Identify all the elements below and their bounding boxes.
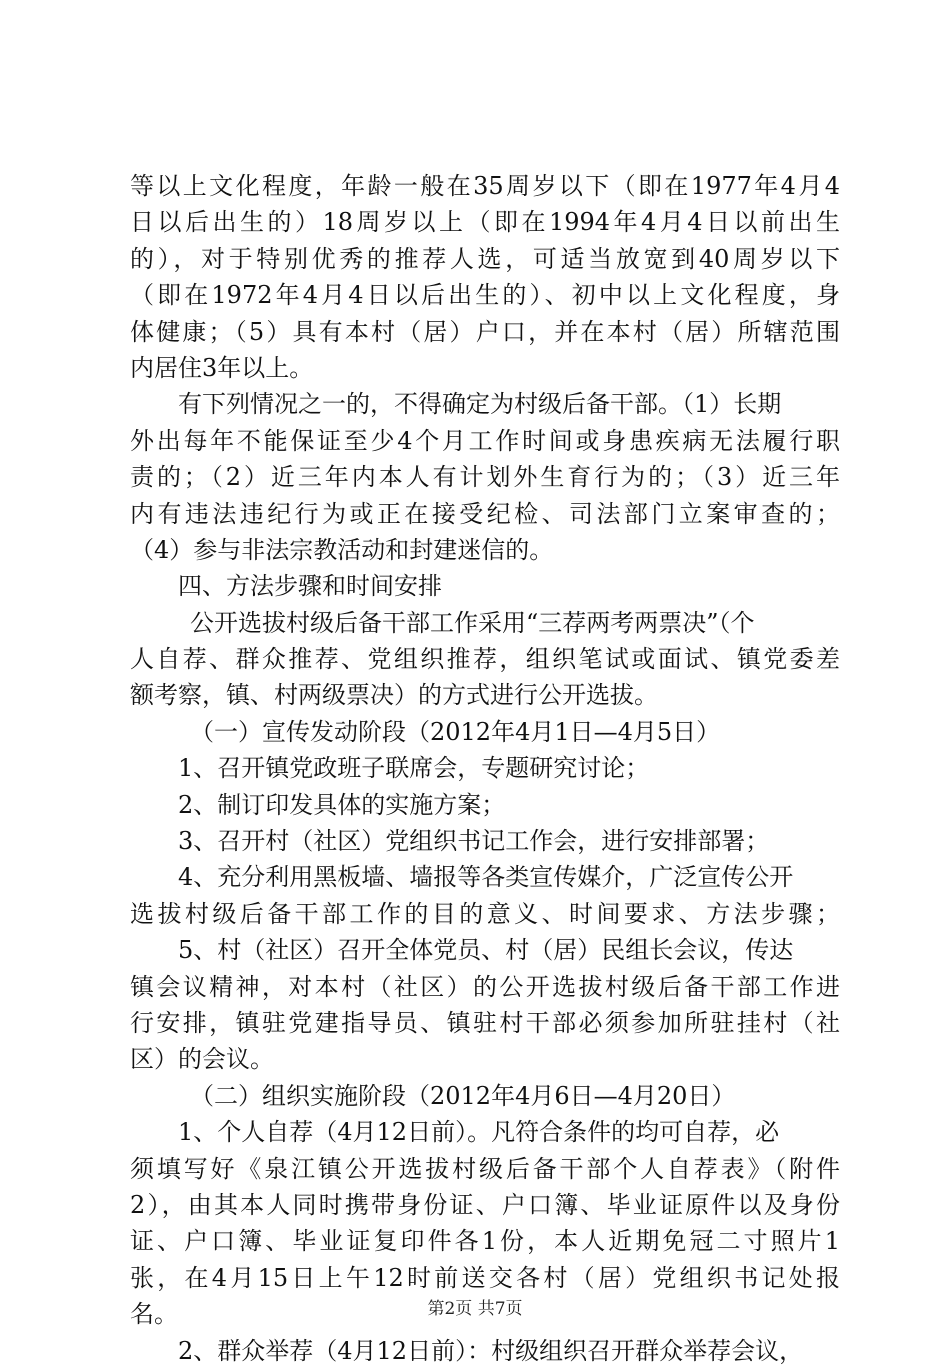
text-line: （二）组织实施阶段（2012年4月6日—4月20日） [190,1081,736,1110]
text-line: 2），由其本人同时携带身份证、户口簿、毕业证原件以及身份 [130,1190,840,1219]
text-line: 名。 [130,1300,178,1329]
text-line: 公开选拔村级后备干部工作采用“三荐两考两票决”（个 [190,608,755,637]
text-line: （4）参与非法宗教活动和封建迷信的。 [130,535,554,564]
text-line: 额考察，镇、村两级票决）的方式进行公开选拔。 [130,681,658,710]
text-line: 体健康；（5）具有本村（居）户口，并在本村（居）所辖范围 [130,317,840,346]
text-line: 内居住3年以上。 [130,353,314,382]
text-line: 4、充分利用黑板墙、墙报等各类宣传媒介，广泛宣传公开 [178,863,794,892]
text-line: 等以上文化程度，年龄一般在35周岁以下（即在1977年4月4 [130,172,840,200]
text-line: 证、户口簿、毕业证复印件各1份，本人近期免冠二寸照片1 [130,1227,840,1256]
page-footer: 第2页 共7页 [427,1299,523,1319]
text-line: 外出每年不能保证至少4个月工作时间或身患疾病无法履行职 [130,426,840,455]
text-line: 人自荐、群众推荐、党组织推荐，组织笔试或面试、镇党委差 [130,645,840,674]
text-line: 2、制订印发具体的实施方案； [178,790,506,819]
document-body [130,168,840,1369]
text-line: 张，在4月15日上午12时前送交各村（居）党组织书记处报 [130,1263,840,1292]
text-line: 2、群众举荐（4月12日前）：村级组织召开群众举荐会议， [178,1336,804,1365]
text-line: 镇会议精神，对本村（社区）的公开选拔村级后备干部工作进 [130,972,840,1001]
text-line: 1、个人自荐（4月12日前）。凡符合条件的均可自荐，必 [178,1118,780,1147]
text-line: 日以后出生的）18周岁以上（即在1994年4月4日以前出生 [130,208,840,237]
text-line: 1、召开镇党政班子联席会，专题研究讨论； [178,754,650,783]
text-line: 须填写好《泉江镇公开选拔村级后备干部个人自荐表》（附件 [130,1154,840,1183]
text-line: 区）的会议。 [130,1045,274,1074]
text-line: 3、召开村（社区）党组织书记工作会，进行安排部署； [178,827,770,856]
text-line: 有下列情况之一的，不得确定为村级后备干部。（1）长期 [178,390,782,419]
text-line: 内有违法违纪行为或正在接受纪检、司法部门立案审查的； [130,499,840,528]
text-line: （即在1972年4月4日以后出生的）、初中以上文化程度，身 [130,281,840,310]
text-line: 5、村（社区）召开全体党员、村（居）民组长会议，传达 [178,936,794,965]
text-line: 责的；（2）近三年内本人有计划外生育行为的；（3）近三年 [130,463,840,492]
text-line: 的），对于特别优秀的推荐人选，可适当放宽到40周岁以下 [130,244,840,273]
text-line: 选拔村级后备干部工作的目的意义、时间要求、方法步骤； [130,899,840,928]
text-line: （一）宣传发动阶段（2012年4月1日—4月5日） [190,717,721,746]
text-line: 四、方法步骤和时间安排 [178,572,442,601]
text-line: 行安排，镇驻党建指导员、镇驻村干部必须参加所驻挂村（社 [130,1008,840,1037]
